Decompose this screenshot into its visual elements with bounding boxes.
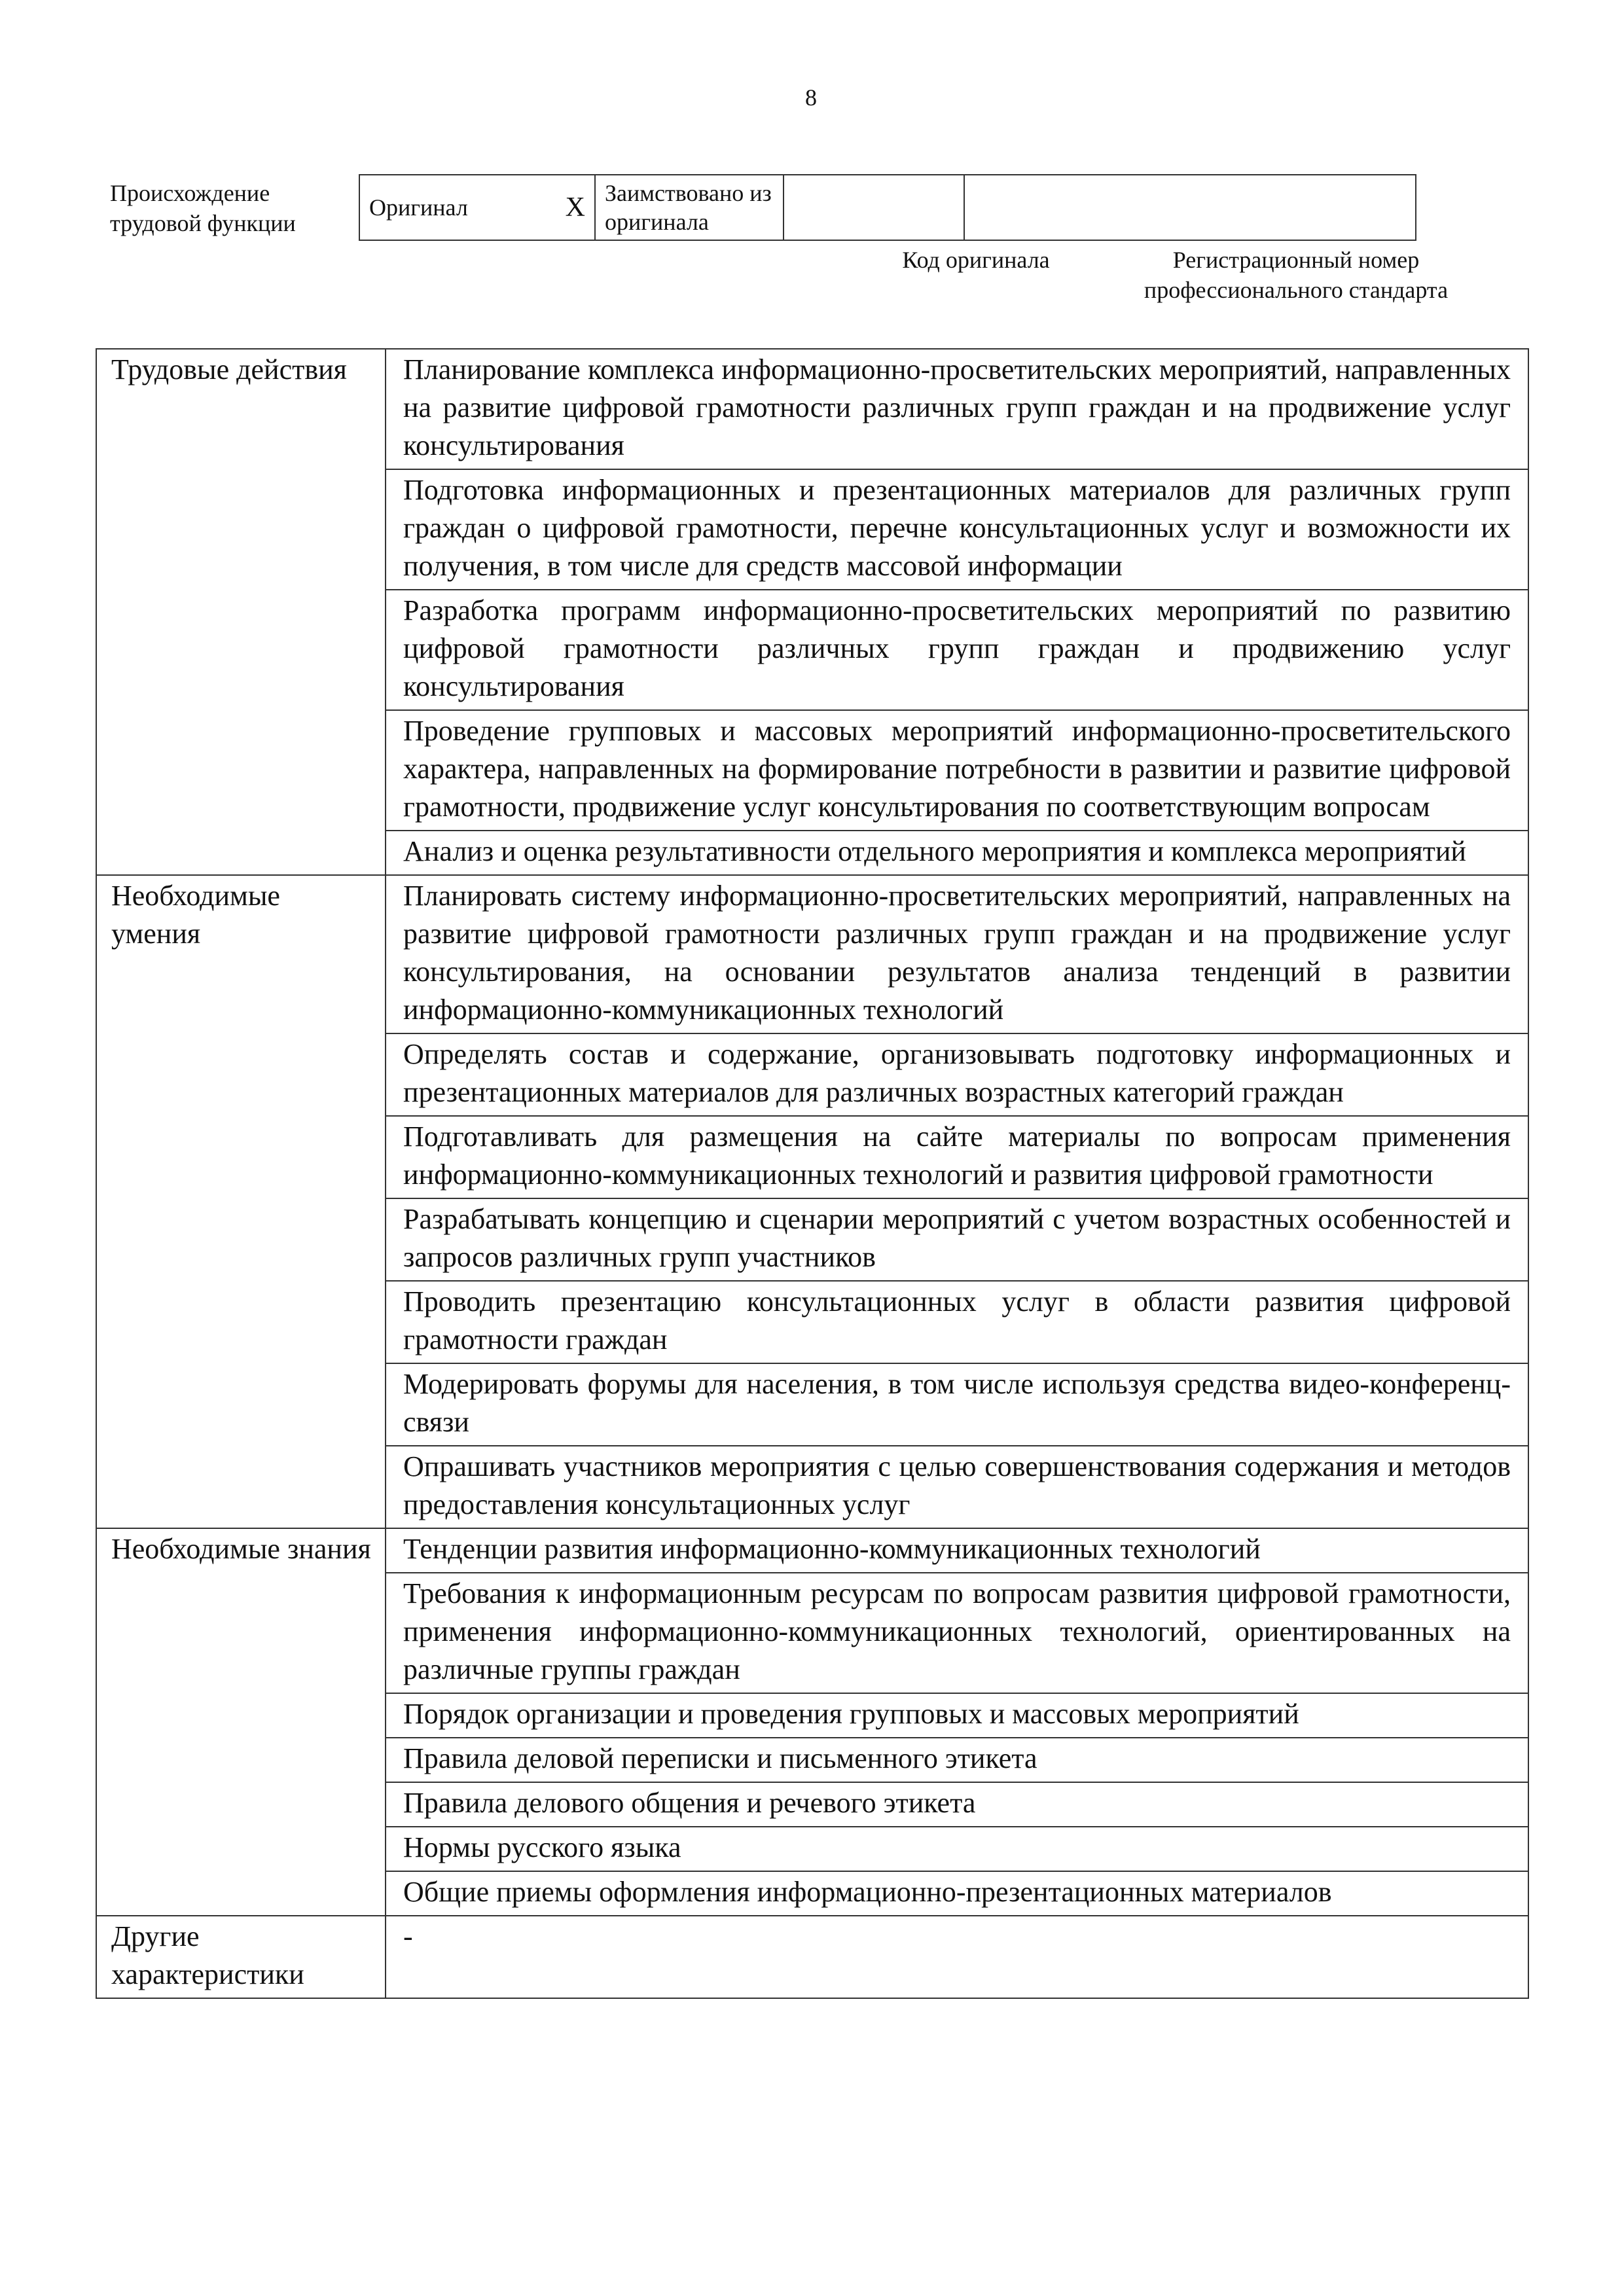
borrowed-label: Заимствовано из оригинала <box>605 180 772 235</box>
origin-label: Происхождение трудовой функции <box>110 180 296 236</box>
item-cell: Планировать систему информационно-просветительских мероприятий, направленных на развитие цифровой грамотности различных групп граждан и на продвижение услуг консультирования, на основании результатов анализа тенденций в развитии информационно-коммуникационных технологий <box>386 875 1528 1033</box>
registration-caption: Регистрационный номер профессионального стандарта <box>1144 247 1449 303</box>
category-cell: Необходимые знания <box>96 1528 386 1916</box>
competency-table <box>96 348 1529 1999</box>
item-cell: - <box>386 1916 1528 1998</box>
item-cell: Определять состав и содержание, организовывать подготовку информационных и презентационных материалов для различных возрастных категорий граждан <box>386 1033 1528 1116</box>
item-cell: Нормы русского языка <box>386 1827 1528 1871</box>
item-cell: Разработка программ информационно-просветительских мероприятий по развитию цифровой грамотности различных групп граждан и продвижению услуг консультирования <box>386 590 1528 710</box>
item-cell: Правила делового общения и речевого этикета <box>386 1782 1528 1827</box>
code-cell <box>784 175 964 240</box>
category-cell: Трудовые действия <box>96 349 386 875</box>
table-row <box>96 875 1528 1033</box>
original-label-cell <box>359 175 595 240</box>
item-cell: Планирование комплекса информационно-просветительских мероприятий, направленных на развитие цифровой грамотности различных групп граждан и на продвижение услуг консультирования <box>386 349 1528 469</box>
origin-table <box>359 174 1416 241</box>
table-row <box>96 1528 1528 1573</box>
item-cell: Проводить презентацию консультационных услуг в области развития цифровой грамотности граждан <box>386 1281 1528 1363</box>
item-cell: Анализ и оценка результативности отдельного мероприятия и комплекса мероприятий <box>386 831 1528 875</box>
item-cell: Общие приемы оформления информационно-презентационных материалов <box>386 1871 1528 1916</box>
item-cell: Модерировать форумы для населения, в том числе используя средства видео-конференц-связи <box>386 1363 1528 1446</box>
category-cell: Другие характеристики <box>96 1916 386 1998</box>
category-cell: Необходимые умения <box>96 875 386 1528</box>
registration-number-cell <box>964 175 1416 240</box>
item-cell: Проведение групповых и массовых мероприятий информационно-просветительского характера, направленных на формирование потребности в развитии и развитие цифровой грамотности, продвижение услуг консультирования по соответствующим вопросам <box>386 710 1528 831</box>
item-cell: Порядок организации и проведения групповых и массовых мероприятий <box>386 1693 1528 1738</box>
competency-table-body <box>96 349 1528 1998</box>
page-number: 8 <box>805 84 817 111</box>
item-cell: Подготовка информационных и презентационных материалов для различных групп граждан о цифровой грамотности, перечне консультационных услуг и возможности их получения, в том числе для средств массовой информации <box>386 469 1528 590</box>
item-cell: Правила деловой переписки и письменного этикета <box>386 1738 1528 1782</box>
item-cell: Требования к информационным ресурсам по вопросам развития цифровой грамотности, применения информационно-коммуникационных технологий, ориентированных на различные группы граждан <box>386 1573 1528 1693</box>
item-cell: Опрашивать участников мероприятия с целью совершенствования содержания и методов предоставления консультационных услуг <box>386 1446 1528 1528</box>
code-caption: Код оригинала <box>902 247 1050 273</box>
item-cell: Подготавливать для размещения на сайте материалы по вопросам применения информационно-коммуникационных технологий и развития цифровой грамотности <box>386 1116 1528 1198</box>
item-cell: Разрабатывать концепцию и сценарии мероприятий с учетом возрастных особенностей и запросов различных групп участников <box>386 1198 1528 1281</box>
table-row <box>96 1916 1528 1998</box>
item-cell: Тенденции развития информационно-коммуникационных технологий <box>386 1528 1528 1573</box>
original-label: Оригинал <box>369 194 468 221</box>
table-row <box>96 349 1528 469</box>
borrowed-label-cell <box>595 175 784 240</box>
original-mark: X <box>565 192 585 223</box>
